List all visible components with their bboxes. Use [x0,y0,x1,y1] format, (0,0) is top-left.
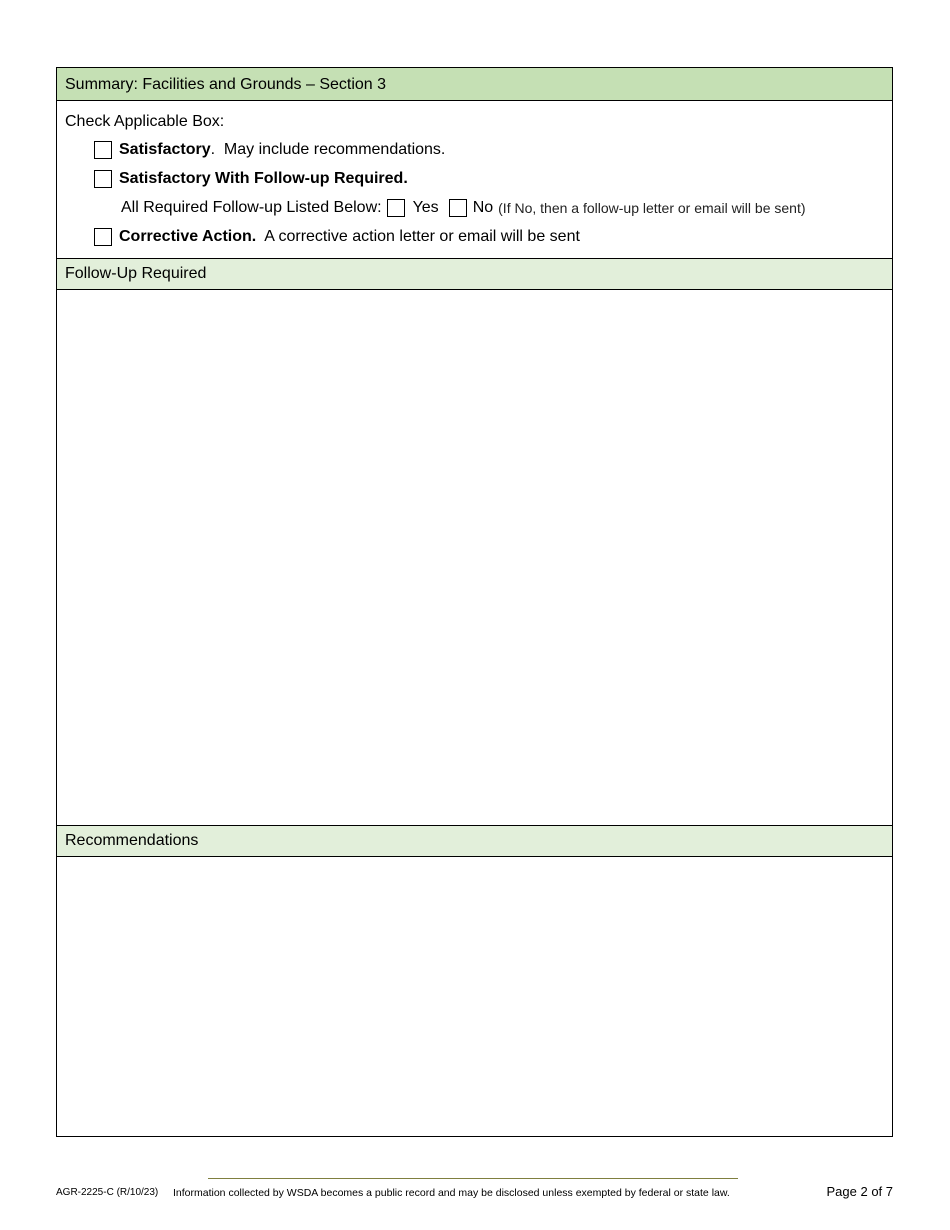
option-label-bold: Satisfactory [119,141,211,158]
followup-listed-row [121,196,806,220]
corrective-action-checkbox[interactable] [94,228,112,246]
option-satisfactory-followup [94,167,408,191]
check-title: Check Applicable Box: [65,113,225,130]
option-label-rest: A corrective action letter or email will be sent [256,228,580,245]
footer-notice: Information collected by WSDA becomes a public record and may be disclosed unless exempted by federal or state law. [173,1187,730,1199]
recommendations-text-area[interactable] [57,857,892,1136]
section-header: Summary: Facilities and Grounds – Section 3 [57,68,892,101]
option-label-bold: Corrective Action. [119,228,257,245]
followup-listed-label: All Required Follow-up Listed Below: [121,199,382,216]
option-label-bold: Satisfactory With Follow-up Required. [119,170,408,187]
satisfactory-checkbox[interactable] [94,141,112,159]
option-satisfactory [94,138,445,162]
footer-divider [208,1178,738,1179]
recommendations-header: Recommendations [57,826,892,857]
footer-page-number: Page 2 of 7 [826,1184,893,1199]
followup-yes-label: Yes [412,199,439,216]
followup-no-note: (If No, then a follow-up letter or email will be sent) [498,200,806,216]
followup-yes-checkbox[interactable] [387,199,405,217]
followup-no-label: No [472,199,494,216]
check-applicable-area [57,101,892,259]
option-label-rest: . May include recommendations. [210,141,446,158]
followup-header: Follow-Up Required [57,259,892,290]
footer-form-id: AGR-2225-C (R/10/23) [56,1187,159,1198]
summary-form [56,67,893,1137]
followup-no-checkbox[interactable] [449,199,467,217]
satisfactory-followup-checkbox[interactable] [94,170,112,188]
followup-text-area[interactable] [57,290,892,826]
option-corrective-action [94,225,580,249]
